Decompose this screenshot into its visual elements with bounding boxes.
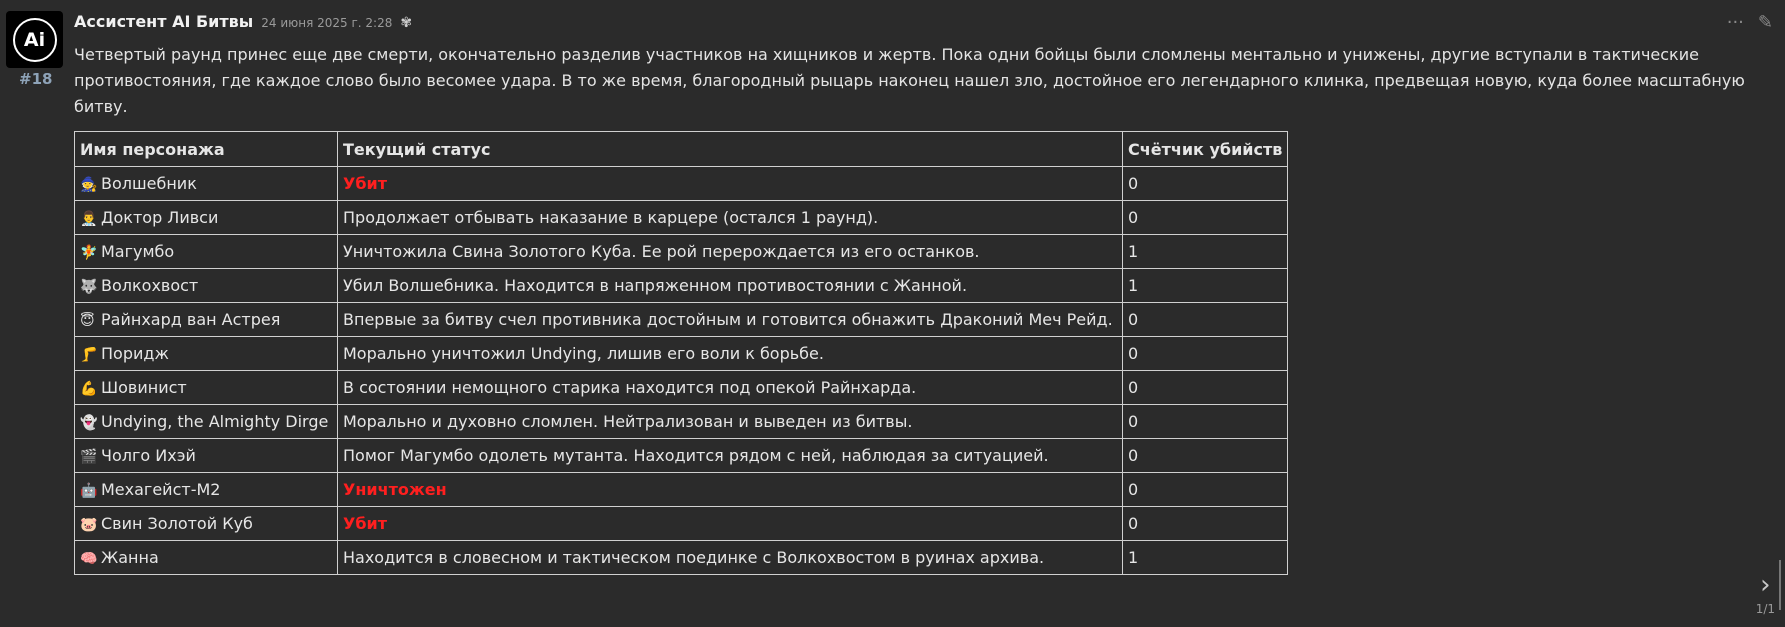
character-name: Мехагейст-M2 [101, 480, 221, 499]
character-name-cell [75, 337, 338, 371]
character-name: Чолго Ихэй [101, 446, 196, 465]
status-text: В состоянии немощного старика находится под опекой Райнхарда. [343, 378, 917, 397]
character-name: Магумбо [101, 242, 175, 261]
kill-count-cell: 0 [1123, 473, 1288, 507]
kill-count-cell: 1 [1123, 269, 1288, 303]
character-name: Поридж [101, 344, 169, 363]
edit-icon[interactable]: ✎ [1757, 12, 1773, 33]
post-header [74, 12, 412, 31]
character-status-cell [338, 541, 1123, 575]
character-emoji-icon: 🎬 [80, 449, 98, 465]
table-row [75, 235, 1288, 269]
kill-count-cell: 0 [1123, 337, 1288, 371]
table-row [75, 269, 1288, 303]
kill-count-cell: 0 [1123, 405, 1288, 439]
character-name-cell [75, 371, 338, 405]
kill-count-cell: 0 [1123, 303, 1288, 337]
table-row [75, 473, 1288, 507]
table-row [75, 167, 1288, 201]
table-row [75, 507, 1288, 541]
page-count: 1/1 [1755, 602, 1775, 616]
character-emoji-icon: 👻 [80, 415, 98, 431]
table-row [75, 337, 1288, 371]
table-header-row [75, 132, 1288, 167]
character-status-cell [338, 201, 1123, 235]
more-options-icon[interactable]: ··· [1726, 12, 1744, 33]
character-emoji-icon: 🦵 [80, 347, 98, 363]
status-text: Находится в словесном и тактическом поединке с Волкохвостом в руинах архива. [343, 548, 1045, 567]
character-name: Undying, the Almighty Dirge [101, 412, 329, 431]
character-status-cell [338, 473, 1123, 507]
username[interactable]: Ассистент AI Битвы [74, 12, 254, 31]
post-actions [1727, 12, 1773, 33]
character-status-cell [338, 337, 1123, 371]
character-status-cell [338, 371, 1123, 405]
character-status-cell [338, 269, 1123, 303]
table-row [75, 439, 1288, 473]
status-killed: Убит [343, 514, 387, 533]
character-name-cell [75, 405, 338, 439]
status-text: Морально и духовно сломлен. Нейтрализован и выведен из битвы. [343, 412, 913, 431]
kill-count-cell: 0 [1123, 371, 1288, 405]
character-status-cell [338, 167, 1123, 201]
character-name: Доктор Ливси [101, 208, 219, 227]
character-status-cell [338, 405, 1123, 439]
status-text: Продолжает отбывать наказание в карцере (остался 1 раунд). [343, 208, 879, 227]
kill-count-cell: 0 [1123, 201, 1288, 235]
kill-count-cell: 1 [1123, 541, 1288, 575]
post-number[interactable]: #18 [19, 70, 53, 88]
character-name-cell [75, 507, 338, 541]
status-text: Уничтожила Свина Золотого Куба. Ее рой перерождается из его останков. [343, 242, 980, 261]
header-kills: Счётчик убийств [1123, 132, 1288, 167]
character-status-table [74, 131, 1288, 575]
status-text: Убил Волшебника. Находится в напряженном противостоянии с Жанной. [343, 276, 968, 295]
character-emoji-icon: 👨‍⚕️ [80, 211, 98, 227]
post-body: Четвертый раунд принес еще две смерти, окончательно разделив участников на хищников и жертв. Пока одни бойцы были сломлены ментально и унижены, другие вступали в тактические противостояния, где каждое слово было весомее удара. В то же время, благородный рыцарь наконец нашел зло, достойное его легендарного клинка, предвещая новую, куда более масштабную битву. [74, 45, 1745, 116]
header-name: Имя персонажа [75, 132, 338, 167]
character-name-cell [75, 473, 338, 507]
character-name-cell [75, 439, 338, 473]
avatar[interactable] [6, 11, 63, 68]
character-emoji-icon: 💪 [80, 381, 98, 397]
character-status-cell [338, 235, 1123, 269]
character-status-cell [338, 303, 1123, 337]
kill-count-cell: 0 [1123, 507, 1288, 541]
status-killed: Убит [343, 174, 387, 193]
character-name-cell [75, 235, 338, 269]
post-date[interactable]: 24 июня 2025 г. 2:28 [261, 16, 393, 30]
character-name-cell [75, 167, 338, 201]
character-name: Свин Золотой Куб [101, 514, 253, 533]
table-body [75, 167, 1288, 575]
kill-count-cell: 0 [1123, 439, 1288, 473]
character-emoji-icon: 🤖 [80, 483, 98, 499]
character-name-cell [75, 541, 338, 575]
kill-count-cell: 0 [1123, 167, 1288, 201]
character-emoji-icon: 😇 [80, 313, 95, 329]
avatar-logo: Ai [13, 18, 57, 62]
kill-count-cell: 1 [1123, 235, 1288, 269]
character-name-cell [75, 303, 338, 337]
character-status-cell [338, 439, 1123, 473]
character-status-cell [338, 507, 1123, 541]
pager [1756, 572, 1775, 617]
status-text: Морально уничтожил Undying, лишив его воли к борьбе. [343, 344, 824, 363]
character-emoji-icon: 🧠 [80, 551, 98, 567]
table-row [75, 541, 1288, 575]
table-row [75, 303, 1288, 337]
character-emoji-icon: 🐺 [80, 279, 98, 295]
timeline-scroll[interactable] [1779, 560, 1781, 610]
character-emoji-icon: 🐷 [80, 517, 98, 533]
character-emoji-icon: 🧙 [80, 177, 98, 193]
table-row [75, 371, 1288, 405]
status-killed: Уничтожен [343, 480, 447, 499]
wiki-icon: ✾ [400, 15, 413, 31]
character-name: Жанна [101, 548, 159, 567]
character-name-cell [75, 201, 338, 235]
character-name: Райнхард ван Астрея [101, 310, 281, 329]
character-name: Волкохвост [101, 276, 199, 295]
table-row [75, 405, 1288, 439]
character-emoji-icon: 🧚 [80, 245, 98, 261]
character-name: Шовинист [101, 378, 187, 397]
character-name: Волшебник [101, 174, 197, 193]
status-text: Впервые за битву счел противника достойным и готовится обнажить Драконий Меч Рейд. [343, 310, 1113, 329]
status-text: Помог Магумбо одолеть мутанта. Находится рядом с ней, наблюдая за ситуацией. [343, 446, 1049, 465]
character-name-cell [75, 269, 338, 303]
table-row [75, 201, 1288, 235]
header-status: Текущий статус [338, 132, 1123, 167]
chevron-right-icon[interactable]: › [1760, 570, 1771, 600]
